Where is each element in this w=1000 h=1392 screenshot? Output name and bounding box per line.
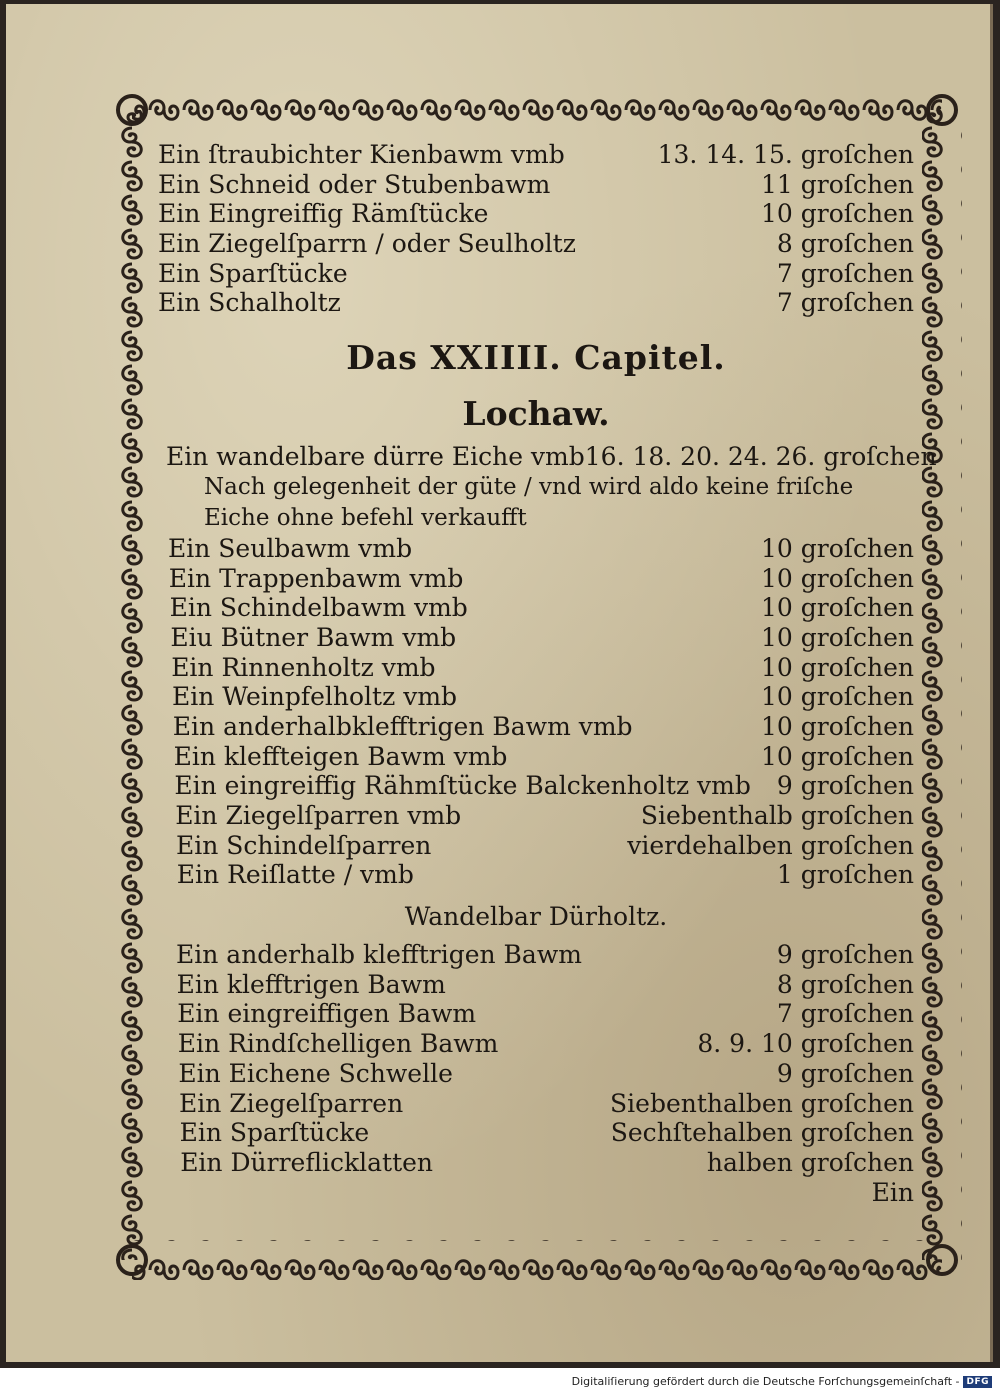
table-row <box>158 288 914 318</box>
item-name: Ein Eichene Schwelle <box>178 1058 453 1088</box>
item-name: Ein eingreiffig Rähmſtücke Balckenholtz vmb <box>174 771 751 801</box>
item-price: vierdehalben groſchen <box>627 830 914 860</box>
item-price: Siebenthalben groſchen <box>610 1088 914 1118</box>
table-row <box>158 940 914 970</box>
item-price: 7 groſchen <box>776 999 914 1029</box>
page-text <box>158 140 937 1208</box>
item-name: Ein eingreiffigen Bawm <box>177 999 477 1029</box>
item-name: Ein Rinnenholtz vmb <box>171 652 436 682</box>
table-row <box>158 999 914 1029</box>
table-row <box>158 140 914 170</box>
table-row <box>158 742 914 772</box>
intro-row <box>158 442 937 472</box>
item-name: Ein Ziegelſparrn / oder Seulholtz <box>158 229 576 259</box>
item-price: 10 groſchen <box>760 563 914 593</box>
item-name: Ein Ziegelſparren <box>179 1088 404 1118</box>
table-row <box>158 860 914 890</box>
item-name: Ein Sparſtücke <box>179 1118 370 1148</box>
item-name: Ein Ziegelſparren vmb <box>175 801 462 830</box>
footer-text: Digitaliſierung gefördert durch die Deutsche Forſchungsgemeinſchaft - <box>571 1375 960 1388</box>
item-name: Ein Seulbawm vmb <box>168 533 413 563</box>
item-name: Ein Rindſchelligen Bawm <box>177 1029 499 1059</box>
item-name: Ein klefftrigen Bawm <box>176 969 446 999</box>
item-price: 7 groſchen <box>776 258 914 288</box>
item-name: Ein Trappenbawm vmb <box>168 563 464 593</box>
table-row <box>158 564 914 594</box>
table-row <box>158 170 914 200</box>
item-name: Ein Eingreiffig Rämſtücke <box>158 199 489 229</box>
item-price: 9 groſchen <box>776 1058 914 1088</box>
item-price: 10 groſchen <box>760 711 914 741</box>
table-row <box>158 771 914 801</box>
item-name: Ein Weinpfelholtz vmb <box>172 682 458 712</box>
table-row <box>158 1089 914 1119</box>
item-name: Ein anderhalb klefftrigen Bawm <box>176 940 582 970</box>
table-row <box>158 229 914 259</box>
price-list-lochaw <box>158 534 914 890</box>
item-price: 7 groſchen <box>776 288 914 318</box>
item-price: 8. 9. 10 groſchen <box>697 1029 914 1059</box>
item-price: 10 groſchen <box>760 199 914 229</box>
table-row <box>158 801 914 831</box>
item-name: Ein Schneid oder Stubenbawm <box>158 169 551 199</box>
dfg-logo: DFG <box>963 1376 992 1388</box>
item-name: Ein Schindelbawm vmb <box>169 593 468 623</box>
item-name: Ein kleffteigen Bawm vmb <box>173 741 508 771</box>
item-name: Ein Sparſtücke <box>158 258 348 288</box>
item-price: 9 groſchen <box>776 940 914 970</box>
item-name: Eiu Bütner Bawm vmb <box>170 622 457 652</box>
item-price: 8 groſchen <box>776 229 914 259</box>
digitization-footer <box>572 1375 992 1388</box>
table-row <box>158 970 914 1000</box>
item-price: 11 groſchen <box>760 169 914 199</box>
intro-note: Nach gelegenheit der güte / vnd wird aldo keine friſche Eiche ohne befehl verkaufft <box>204 473 854 531</box>
table-row <box>158 1059 914 1089</box>
item-price: 10 groſchen <box>760 741 914 771</box>
item-price: 8 groſchen <box>776 969 914 999</box>
item-name: Ein Reiſlatte / vmb <box>176 860 414 890</box>
intro-item: Ein wandelbare dürre Eiche vmb <box>166 442 585 472</box>
table-row <box>158 534 914 564</box>
item-price: 10 groſchen <box>760 533 914 563</box>
table-row <box>158 623 914 653</box>
item-price: halben groſchen <box>706 1147 914 1177</box>
item-name: Ein Schindelſparren <box>176 830 432 860</box>
subheading: Wandelbar Dürholtz. <box>404 902 668 932</box>
item-price: 10 groſchen <box>760 593 914 623</box>
item-price: 10 groſchen <box>760 682 914 712</box>
item-price: 9 groſchen <box>776 771 914 801</box>
table-row <box>158 712 914 742</box>
item-name: Ein ſtraubichter Kienbawm vmb <box>158 140 565 169</box>
item-price: Siebenthalb groſchen <box>640 801 914 830</box>
item-price: 13. 14. 15. groſchen <box>657 140 914 169</box>
table-row <box>158 1118 914 1148</box>
catchword: Ein <box>871 1177 914 1207</box>
item-name: Ein Dürreflicklatten <box>180 1147 434 1177</box>
item-price: 1 groſchen <box>776 860 914 890</box>
item-price: Sechſtehalben groſchen <box>610 1118 914 1148</box>
item-price: 10 groſchen <box>760 622 914 652</box>
table-row <box>158 1148 914 1178</box>
item-name: Ein anderhalbklefftrigen Bawm vmb <box>172 711 633 741</box>
book-page <box>6 4 993 1362</box>
price-list-durholtz <box>158 940 914 1178</box>
table-row <box>158 199 914 229</box>
item-price: 10 groſchen <box>760 652 914 682</box>
table-row <box>158 259 914 289</box>
table-row <box>158 1029 914 1059</box>
price-list-top <box>158 140 914 318</box>
item-name: Ein Schalholtz <box>158 288 341 318</box>
place-heading: Lochaw. <box>462 394 610 434</box>
chapter-heading: Das XXIIII. Capitel. <box>346 338 726 378</box>
table-row <box>158 653 914 683</box>
table-row <box>158 593 914 623</box>
intro-price: 16. 18. 20. 24. 26. groſchen <box>584 442 937 472</box>
table-row <box>158 682 914 712</box>
table-row <box>158 831 914 861</box>
